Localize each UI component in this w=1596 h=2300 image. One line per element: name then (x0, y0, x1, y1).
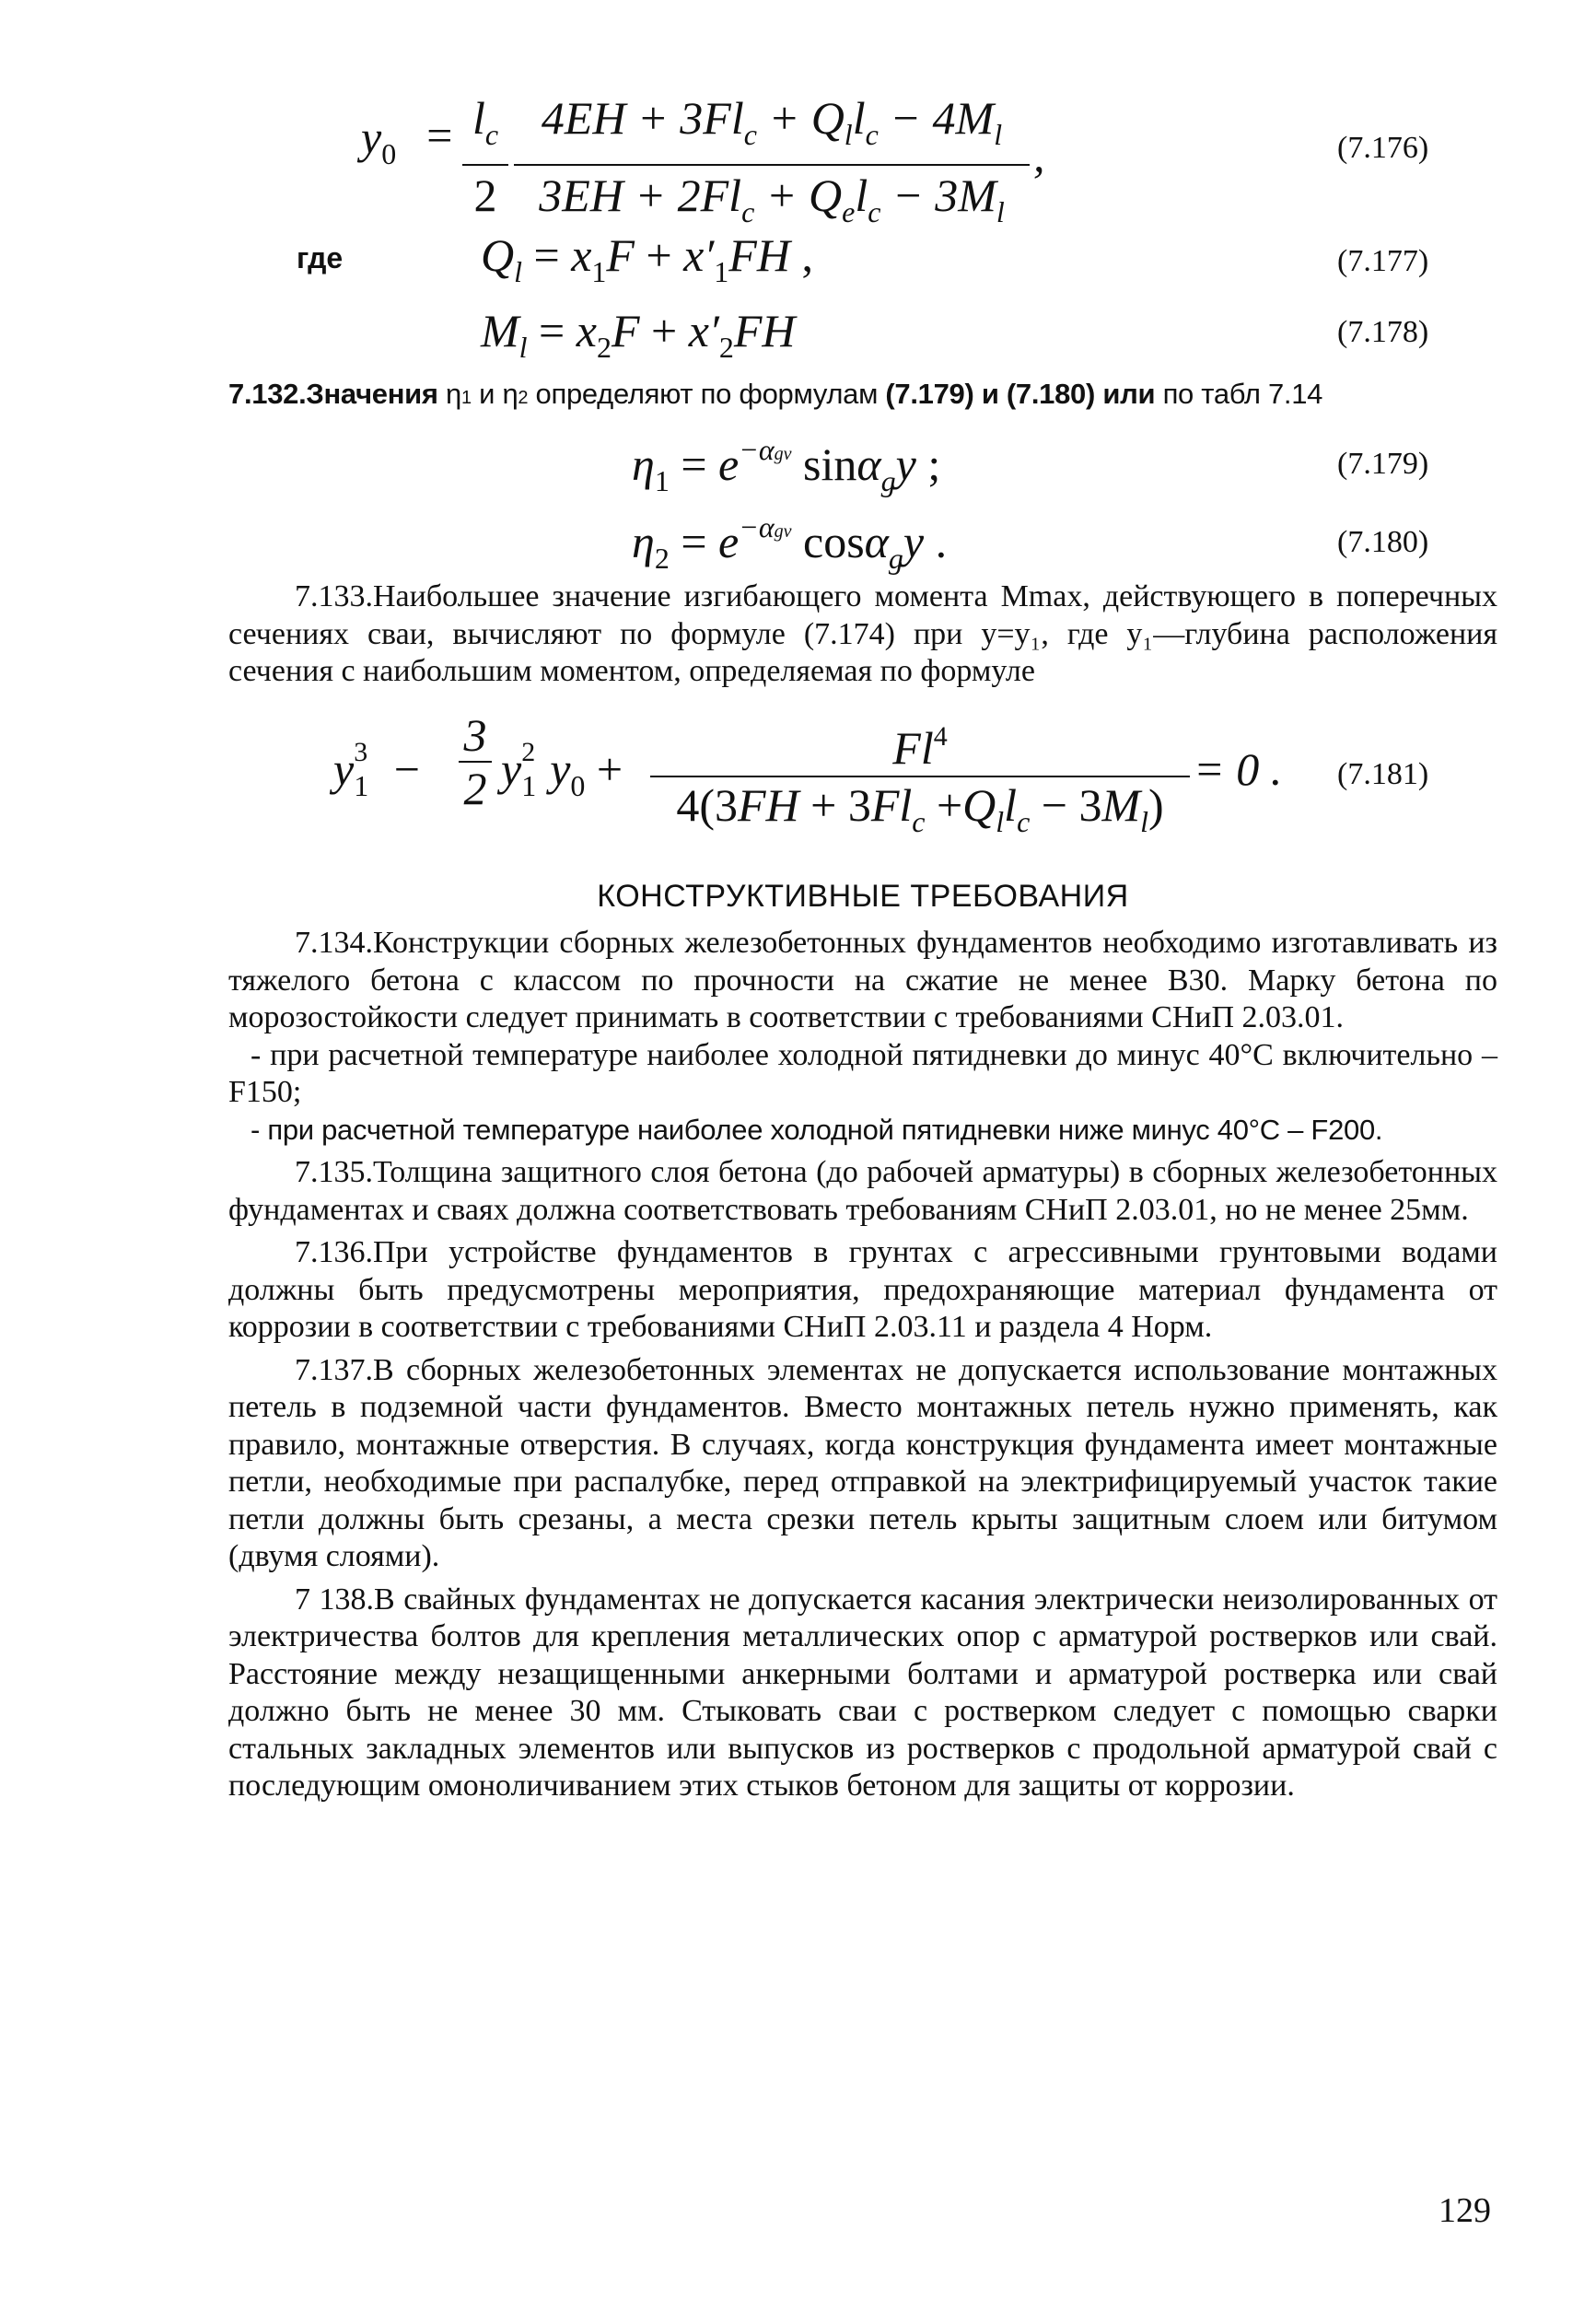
equation-7-178: $M_l = x_2F + x'_2FH$ (481, 305, 796, 364)
paragraph-7-137: 7.137.В сборных железобетонных элементах не допускается использование монтажных петель в подземной части фундаментов. Вместо монтажных петель нужно применять, как правило, монтажные отверстия. В случаях, когда конструкция фундамента имеет монтажные петли, необходимые при распалубке, перед отправкой на электрифицируемый участок такие петли должны быть срезаны, а места срезки петель крыты защитным слоем или битумом (двумя слоями). (228, 1352, 1497, 1573)
eq181-mid: $y_1^2$ $y_0$ + (501, 737, 623, 802)
paragraph-7-135: 7.135.Толщина защитного слоя бетона (до рабочей арматуры) в сборных железобетонных фундаментах и сваях должна соответствовать требованиям СНиП 2.03.01, но не менее 25мм. (228, 1155, 1497, 1227)
eq176-equals: = (424, 110, 455, 161)
paragraph-7-138: 7 138.В свайных фундаментах не допускается касания электрически неизолированных от электричества болтов для крепления металлических опор с арматурой ростверков или свай. Расстояние между незащищенными анкерными болтами и арматурой ростверка или свай должно быть не менее 30 мм. Стыковать сваи с ростверком следует с помощью сварки стальных закладных элементов или выпусков из ростверков с продольной арматурой свай с последующим омоноличиванием этих стыков бетоном для защиты от коррозии. (228, 1582, 1497, 1803)
dash-item-f200: - при расчетной температуре наиболее холодной пятидневки ниже минус 40°С – F200. (250, 1113, 1383, 1146)
paragraph-7-136: 7.136.При устройстве фундаментов в грунтах с агрессивными грунтовыми водами должны быть предусмотрены мероприятия, предохраняющие материал фундамента от коррозии в соответствии с требованиями СНиП 2.03.11 и раздела 4 Норм. (228, 1235, 1497, 1344)
eq181-denominator: $4(3FH + 3Fl_c +Q_ll_c - 3M_l)$ (650, 776, 1190, 849)
equation-7-179: $\eta_1 = e^{-\alpha gv}$ sinα$_g$y ; (632, 433, 941, 497)
eq179-number: (7.179) (1337, 447, 1429, 481)
page-number: 129 (1439, 2191, 1491, 2230)
paragraph-7-132: 7.132.Значения η1 и η2 определяют по формулам (7.179) и (7.180) или по табл 7.14 (228, 378, 1323, 410)
eq180-number: (7.180) (1337, 525, 1429, 559)
eq181-three-halves: 3 2 (459, 709, 492, 814)
eq176-lhs: $y_0$ (361, 111, 397, 170)
where-label: где (297, 241, 344, 274)
eq181-left: $y_1^3$ − (333, 737, 420, 802)
eq178-number: (7.178) (1337, 315, 1429, 349)
eq176-number: (7.176) (1337, 131, 1429, 165)
eq176-fraction (514, 88, 1030, 241)
paragraph-7-134: 7.134.Конструкции сборных железобетонных фундаментов необходимо изготавливать из тяжелого бетона с классом по прочности на сжатие не менее В30. Марку бетона по морозостойкости следует принимать в соответствии с требованиями СНиП 2.03.01. (228, 926, 1497, 1034)
equation-7-177: $Q_l = x_1F + x'_1FH$ , (481, 229, 813, 288)
eq176-coef: $l_c$ 2 (462, 88, 508, 225)
equation-7-180: $\eta_2 = e^{-\alpha gv}$ cosα$_g$y . (632, 510, 948, 575)
eq176-denominator: $3EH + 2Fl_c + Q_el_c - 3M_l$ (514, 164, 1030, 241)
eq176-tail: , (1033, 130, 1045, 181)
section-heading: КОНСТРУКТИВНЫЕ ТРЕБОВАНИЯ (597, 879, 1129, 914)
eq176-numerator: $4EH + 3Fl_c + Q_ll_c - 4M_l$ (541, 92, 1003, 151)
body-text (228, 925, 1497, 1805)
eq181-fraction (650, 709, 1190, 849)
eq177-number: (7.177) (1337, 244, 1429, 278)
dash-item-f150: - при расчетной температуре наиболее холодной пятидневки до минус 40°С включительно – F150; (228, 1037, 1497, 1109)
eq181-numerator: Fl$^4$ (892, 721, 948, 774)
eq181-right: = 0 . (1194, 743, 1283, 795)
paragraph-7-133: 7.133.Наибольшее значение изгибающего момента Mmax, действующего в поперечных сечениях сваи, вычисляют по формуле (7.174) при y=y₁, где y₁—глубина расположения сечения с наибольшим моментом, определяемая по формуле (228, 579, 1497, 688)
eq181-number: (7.181) (1337, 757, 1429, 791)
